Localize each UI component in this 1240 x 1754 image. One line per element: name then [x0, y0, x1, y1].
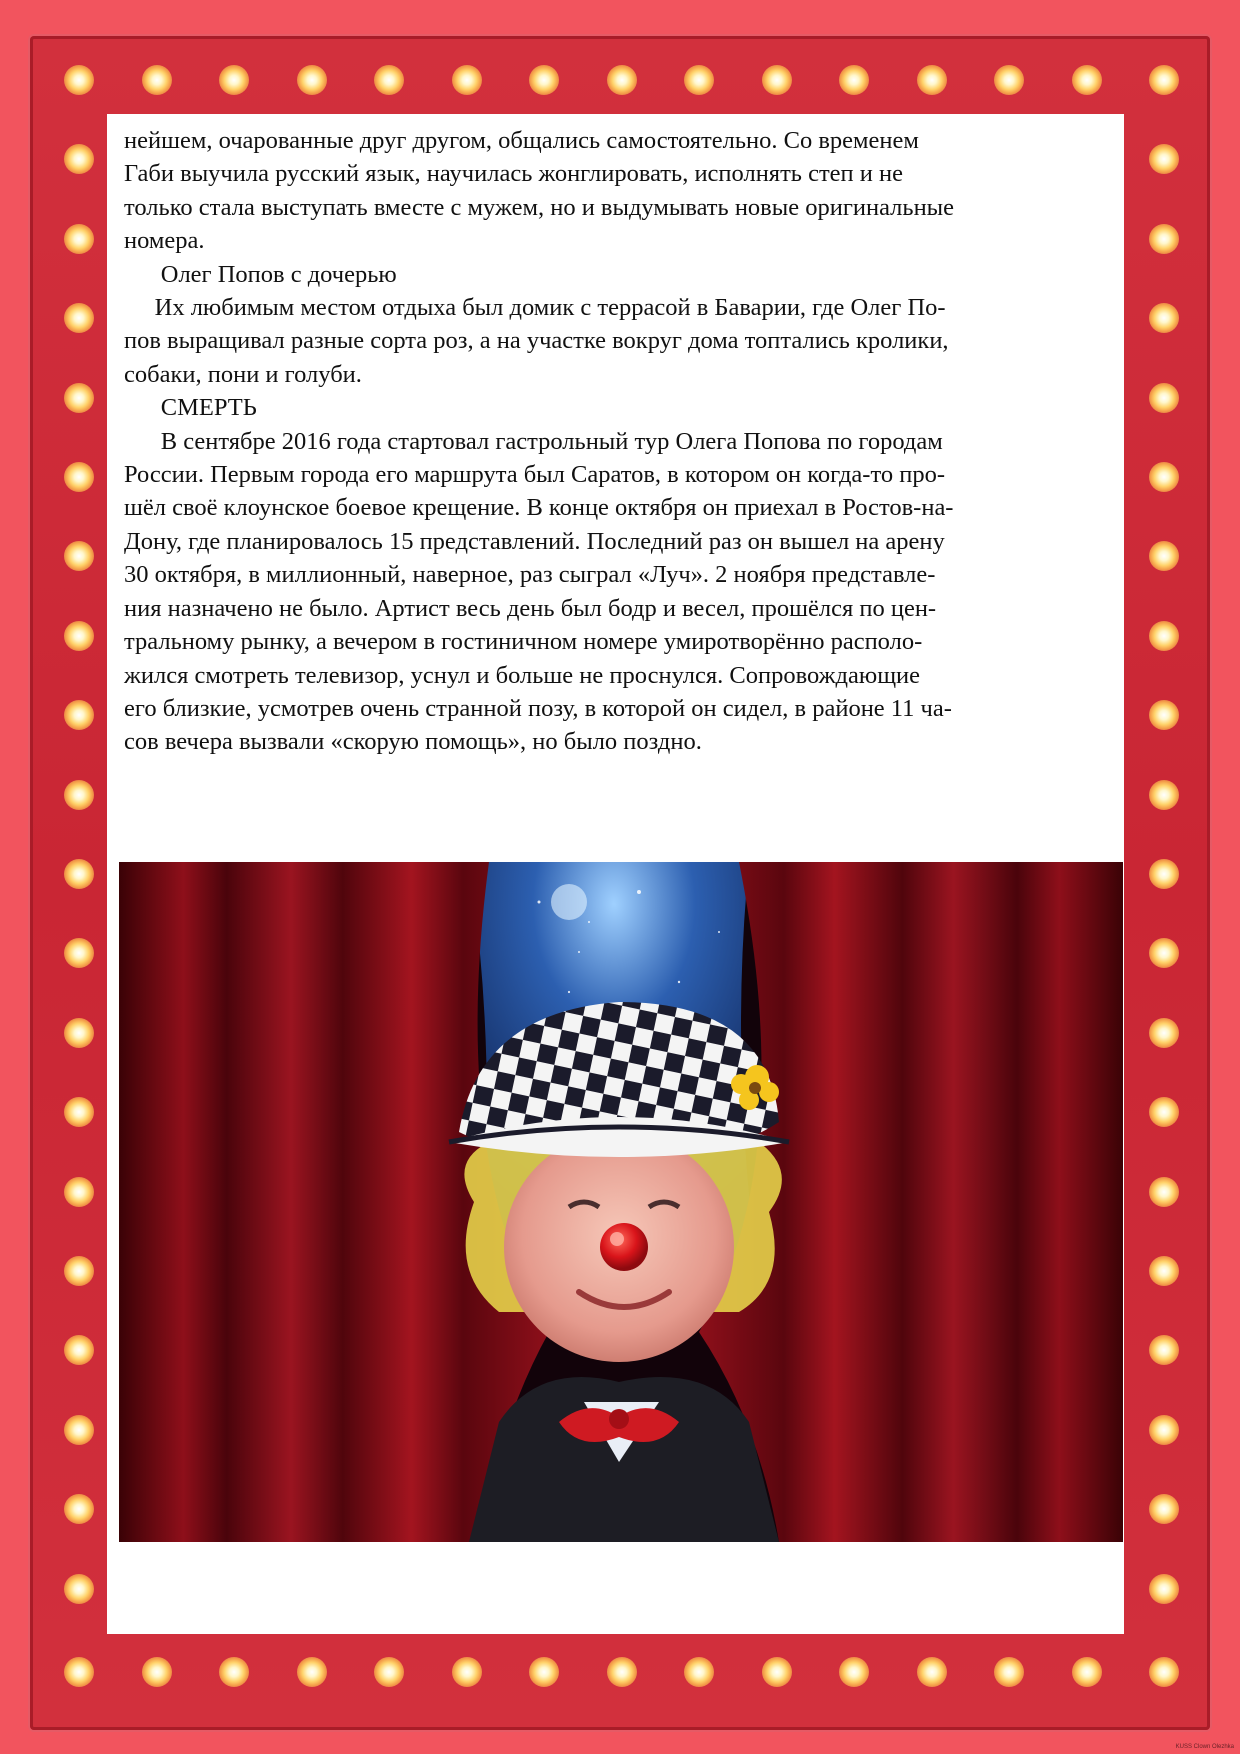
text-line: номера.: [124, 227, 205, 255]
light-bulb-icon: [607, 1657, 637, 1687]
light-bulb-icon: [607, 65, 637, 95]
photo-caption: Олег Попов с дочерью: [124, 260, 397, 288]
light-bulb-icon: [762, 1657, 792, 1687]
text-line: пов выращивал разные сорта роз, а на участке вокруг дома топтались кролики,: [124, 327, 949, 355]
text-line: собаки, пони и голуби.: [124, 360, 362, 388]
light-bulb-icon: [64, 65, 94, 95]
light-bulb-icon: [1072, 1657, 1102, 1687]
light-bulb-icon: [762, 65, 792, 95]
light-bulb-icon: [1149, 621, 1179, 651]
light-bulb-icon: [994, 1657, 1024, 1687]
light-bulb-icon: [1149, 1018, 1179, 1048]
light-bulb-icon: [1072, 65, 1102, 95]
light-bulb-icon: [64, 224, 94, 254]
light-bulb-icon: [142, 65, 172, 95]
light-bulb-icon: [1149, 1657, 1179, 1687]
text-line: его близкие, усмотрев очень странной позу, в которой он сидел, в районе 11 ча-: [124, 694, 952, 722]
light-bulb-icon: [684, 1657, 714, 1687]
light-bulb-icon: [64, 1177, 94, 1207]
clown-photo-illustration: [119, 862, 1123, 1542]
text-line: жился смотреть телевизор, уснул и больше не проснулся. Сопровождающие: [124, 661, 921, 689]
light-bulb-icon: [374, 65, 404, 95]
light-bulb-icon: [64, 462, 94, 492]
light-bulb-icon: [684, 65, 714, 95]
text-line: Дону, где планировалось 15 представлений. Последний раз он вышел на арену: [124, 527, 945, 555]
light-bulb-icon: [1149, 1177, 1179, 1207]
light-bulb-icon: [64, 303, 94, 333]
light-bulb-icon: [839, 1657, 869, 1687]
light-bulb-icon: [64, 859, 94, 889]
light-bulb-icon: [64, 383, 94, 413]
light-bulb-icon: [64, 780, 94, 810]
light-bulb-icon: [219, 1657, 249, 1687]
light-bulb-icon: [1149, 462, 1179, 492]
text-line: шёл своё клоунское боевое крещение. В конце октября он приехал в Ростов-на-: [124, 494, 954, 522]
text-line: России. Первым города его маршрута был Саратов, в котором он когда-то про-: [124, 461, 945, 489]
light-bulb-icon: [374, 1657, 404, 1687]
text-line: тральному рынку, а вечером в гостиничном номере умиротворённо располо-: [124, 628, 923, 656]
light-bulb-icon: [994, 65, 1024, 95]
image-credit: KUSS Clown Olezhka: [1175, 1744, 1234, 1750]
text-line: 30 октября, в миллионный, наверное, раз сыграл «Луч». 2 ноября представле-: [124, 561, 936, 589]
light-bulb-icon: [1149, 224, 1179, 254]
light-bulb-icon: [839, 65, 869, 95]
text-line: В сентябре 2016 года стартовал гастрольный тур Олега Попова по городам: [124, 427, 943, 455]
text-line: Габи выучила русский язык, научилась жонглировать, исполнять степ и не: [124, 160, 903, 188]
section-heading: СМЕРТЬ: [124, 394, 257, 422]
text-line: ния назначено не было. Артист весь день был бодр и весел, прошёлся по цен-: [124, 594, 937, 622]
light-bulb-icon: [1149, 1494, 1179, 1524]
light-bulb-icon: [64, 1097, 94, 1127]
light-bulb-icon: [917, 1657, 947, 1687]
light-bulb-icon: [529, 65, 559, 95]
light-bulb-icon: [1149, 700, 1179, 730]
light-bulb-icon: [64, 1657, 94, 1687]
text-line: сов вечера вызвали «скорую помощь», но было поздно.: [124, 728, 702, 756]
light-bulb-icon: [1149, 303, 1179, 333]
light-bulb-icon: [1149, 1256, 1179, 1286]
light-bulb-icon: [1149, 859, 1179, 889]
light-bulb-icon: [297, 65, 327, 95]
light-bulb-icon: [452, 1657, 482, 1687]
light-bulb-icon: [64, 1256, 94, 1286]
light-bulb-icon: [1149, 65, 1179, 95]
light-bulb-icon: [1149, 1574, 1179, 1604]
text-line: Их любимым местом отдыха был домик с террасой в Баварии, где Олег По-: [124, 294, 946, 322]
light-bulb-icon: [64, 700, 94, 730]
light-bulb-icon: [1149, 1415, 1179, 1445]
light-bulb-icon: [64, 1574, 94, 1604]
light-bulb-icon: [1149, 780, 1179, 810]
text-line: только стала выступать вместе с мужем, но и выдумывать новые оригинальные: [124, 193, 955, 221]
light-bulb-icon: [452, 65, 482, 95]
light-bulb-icon: [64, 1494, 94, 1524]
light-bulb-icon: [297, 1657, 327, 1687]
light-bulb-icon: [142, 1657, 172, 1687]
light-bulb-icon: [529, 1657, 559, 1687]
article-text: [124, 124, 1109, 759]
light-bulb-icon: [1149, 1097, 1179, 1127]
light-bulb-icon: [64, 621, 94, 651]
light-bulb-icon: [64, 1415, 94, 1445]
light-bulb-icon: [917, 65, 947, 95]
light-bulb-icon: [219, 65, 249, 95]
text-line: нейшем, очарованные друг другом, общались самостоятельно. Со временем: [124, 127, 919, 154]
clown-photo: [119, 862, 1123, 1542]
light-bulb-icon: [1149, 383, 1179, 413]
light-bulb-icon: [64, 1018, 94, 1048]
